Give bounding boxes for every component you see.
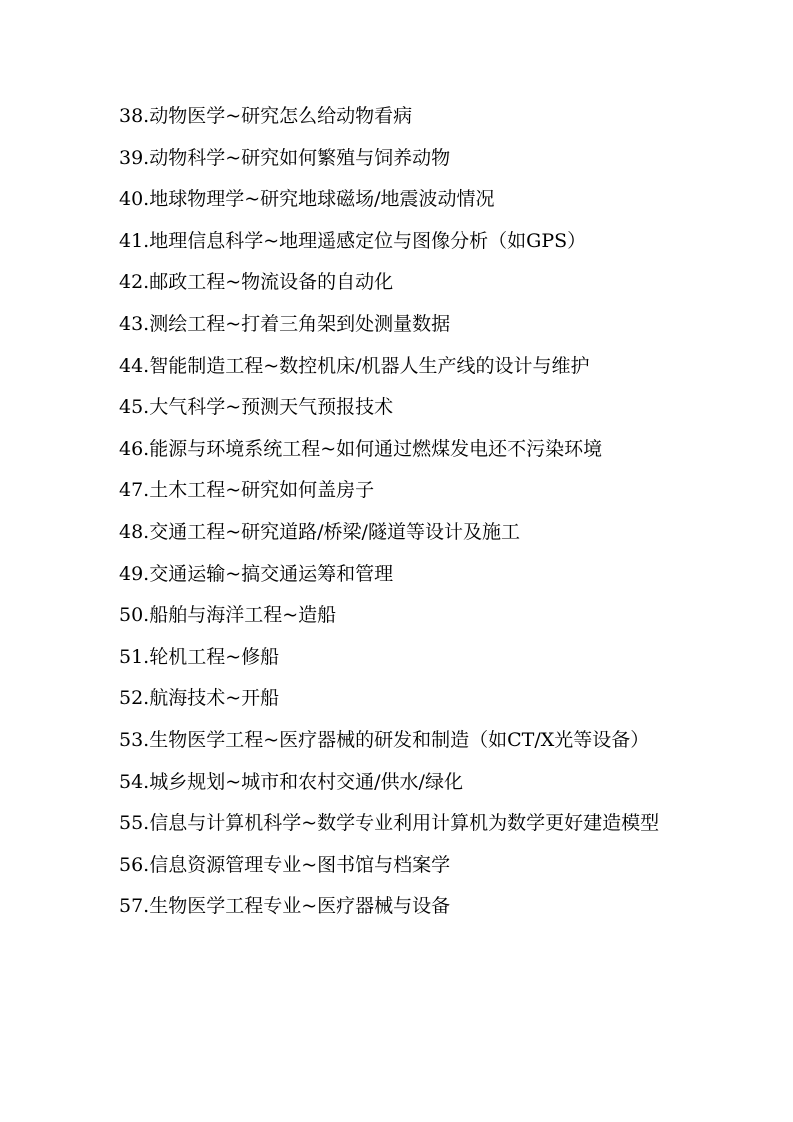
list-item: 57.生物医学工程专业~医疗器械与设备	[119, 895, 451, 918]
list-item: 56.信息资源管理专业~图书馆与档案学	[119, 853, 451, 876]
list-item: 38.动物医学~研究怎么给动物看病	[119, 105, 413, 127]
list-item: 47.土木工程~研究如何盖房子	[119, 479, 375, 502]
list-item: 42.邮政工程~物流设备的自动化	[119, 271, 394, 294]
list-item: 46.能源与环境系统工程~如何通过燃煤发电还不污染环境	[119, 437, 603, 460]
list-item: 54.城乡规划~城市和农村交通/供水/绿化	[119, 770, 463, 793]
list-item: 39.动物科学~研究如何繁殖与饲养动物	[119, 146, 451, 169]
list-item: 41.地理信息科学~地理遥感定位与图像分析（如GPS）	[119, 229, 587, 252]
list-item: 55.信息与计算机科学~数学专业利用计算机为数学更好建造模型	[119, 812, 660, 835]
list-item: 51.轮机工程~修船	[119, 645, 280, 668]
list-item: 40.地球物理学~研究地球磁场/地震波动情况	[119, 188, 495, 211]
list-item: 50.船舶与海洋工程~造船	[119, 604, 337, 627]
list-item: 44.智能制造工程~数控机床/机器人生产线的设计与维护	[119, 354, 590, 377]
list-item: 43.测绘工程~打着三角架到处测量数据	[119, 312, 451, 335]
list-item: 52.航海技术~开船	[119, 687, 280, 710]
list-item: 48.交通工程~研究道路/桥梁/隧道等设计及施工	[119, 520, 520, 543]
list-item: 45.大气科学~预测天气预报技术	[119, 396, 394, 419]
list-item: 53.生物医学工程~医疗器械的研发和制造（如CT/X光等设备）	[119, 728, 650, 751]
list-item: 49.交通运输~搞交通运筹和管理	[119, 562, 394, 585]
major-list	[119, 103, 679, 935]
